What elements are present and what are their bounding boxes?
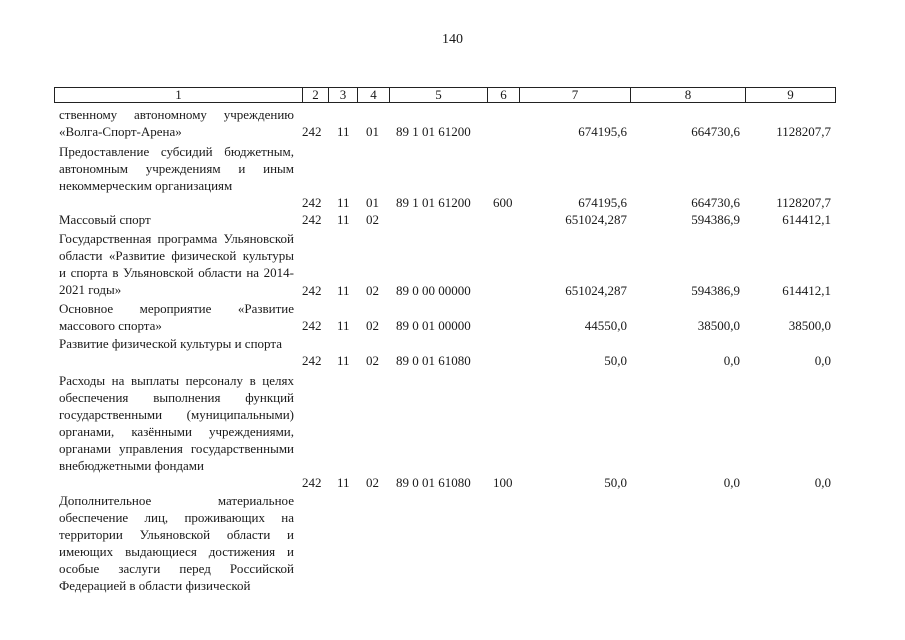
row-col-7: 50,0 (604, 475, 627, 490)
row-col-3: 11 (337, 195, 350, 210)
header-col-6: 6 (487, 88, 519, 102)
row-col-4: 02 (366, 283, 379, 298)
row-description: Дополнительное материальное обеспечение лиц, проживающих на территории Ульяновской области и имеющих выдающиеся достижения и особые заслуги перед Российской Федерацией в области физической (59, 493, 294, 593)
row-description: Государственная программа Ульяновской области «Развитие физической культуры и спорта в Ульяновской области на 2014-2021 годы» (59, 231, 294, 297)
row-col-2: 242 (302, 212, 322, 227)
row-col-8: 38500,0 (697, 318, 740, 333)
row-col-9: 614412,1 (782, 212, 831, 227)
row-col-7: 44550,0 (584, 318, 627, 333)
row-col-8: 664730,6 (691, 195, 740, 210)
row-col-3: 11 (337, 353, 350, 368)
row-col-6: 600 (493, 195, 513, 210)
row-col-8: 594386,9 (691, 283, 740, 298)
row-col-8: 0,0 (723, 475, 740, 490)
row-col-4: 02 (366, 318, 379, 333)
row-col-2: 242 (302, 195, 322, 210)
header-col-7: 7 (519, 88, 630, 102)
header-col-9: 9 (745, 88, 835, 102)
row-col-8: 0,0 (723, 353, 740, 368)
row-col-6: 100 (493, 475, 513, 490)
row-col-9: 1128207,7 (776, 124, 831, 139)
row-col-9: 1128207,7 (776, 195, 831, 210)
row-col-8: 594386,9 (691, 212, 740, 227)
row-col-4: 02 (366, 353, 379, 368)
row-description: ственному автономному учреждению «Волга-Спорт-Арена» (59, 107, 294, 139)
row-col-2: 242 (302, 475, 322, 490)
row-col-3: 11 (337, 124, 350, 139)
row-col-9: 38500,0 (788, 318, 831, 333)
row-col-5: 89 1 01 61200 (396, 124, 471, 139)
row-col-2: 242 (302, 124, 322, 139)
header-col-3: 3 (328, 88, 357, 102)
row-col-2: 242 (302, 283, 322, 298)
row-description: Основное мероприятие «Развитие массового спорта» (59, 301, 294, 333)
row-col-5: 89 0 01 61080 (396, 475, 471, 490)
row-col-7: 651024,287 (565, 212, 627, 227)
row-col-4: 01 (366, 124, 379, 139)
row-col-5: 89 0 01 61080 (396, 353, 471, 368)
row-col-7: 50,0 (604, 353, 627, 368)
table-header-row (54, 87, 836, 103)
row-col-4: 02 (366, 475, 379, 490)
row-description: Предоставление субсидий бюджетным, автономным учреждениям и иным некоммерческим организациям (59, 144, 294, 193)
row-col-9: 0,0 (814, 475, 831, 490)
header-col-2: 2 (302, 88, 328, 102)
row-col-9: 614412,1 (782, 283, 831, 298)
row-col-3: 11 (337, 475, 350, 490)
row-col-8: 664730,6 (691, 124, 740, 139)
row-col-5: 89 0 00 00000 (396, 283, 471, 298)
row-col-3: 11 (337, 318, 350, 333)
page-number: 140 (442, 32, 463, 47)
row-description: Массовый спорт (59, 212, 151, 227)
row-col-2: 242 (302, 353, 322, 368)
row-description: Расходы на выплаты персоналу в целях обеспечения выполнения функций государственными (муниципальными) органами, казёнными учреждениями, органами управления государственными внебюджетными фондами (59, 373, 294, 473)
header-col-5: 5 (389, 88, 487, 102)
header-col-8: 8 (630, 88, 745, 102)
row-description: Развитие физической культуры и спорта (59, 336, 282, 351)
row-col-2: 242 (302, 318, 322, 333)
header-col-4: 4 (357, 88, 389, 102)
row-col-5: 89 1 01 61200 (396, 195, 471, 210)
row-col-7: 674195,6 (578, 195, 627, 210)
row-col-7: 651024,287 (565, 283, 627, 298)
row-col-4: 02 (366, 212, 379, 227)
row-col-4: 01 (366, 195, 379, 210)
header-col-1: 1 (175, 87, 182, 102)
row-col-7: 674195,6 (578, 124, 627, 139)
row-col-3: 11 (337, 283, 350, 298)
row-col-3: 11 (337, 212, 350, 227)
row-col-9: 0,0 (814, 353, 831, 368)
row-col-5: 89 0 01 00000 (396, 318, 471, 333)
